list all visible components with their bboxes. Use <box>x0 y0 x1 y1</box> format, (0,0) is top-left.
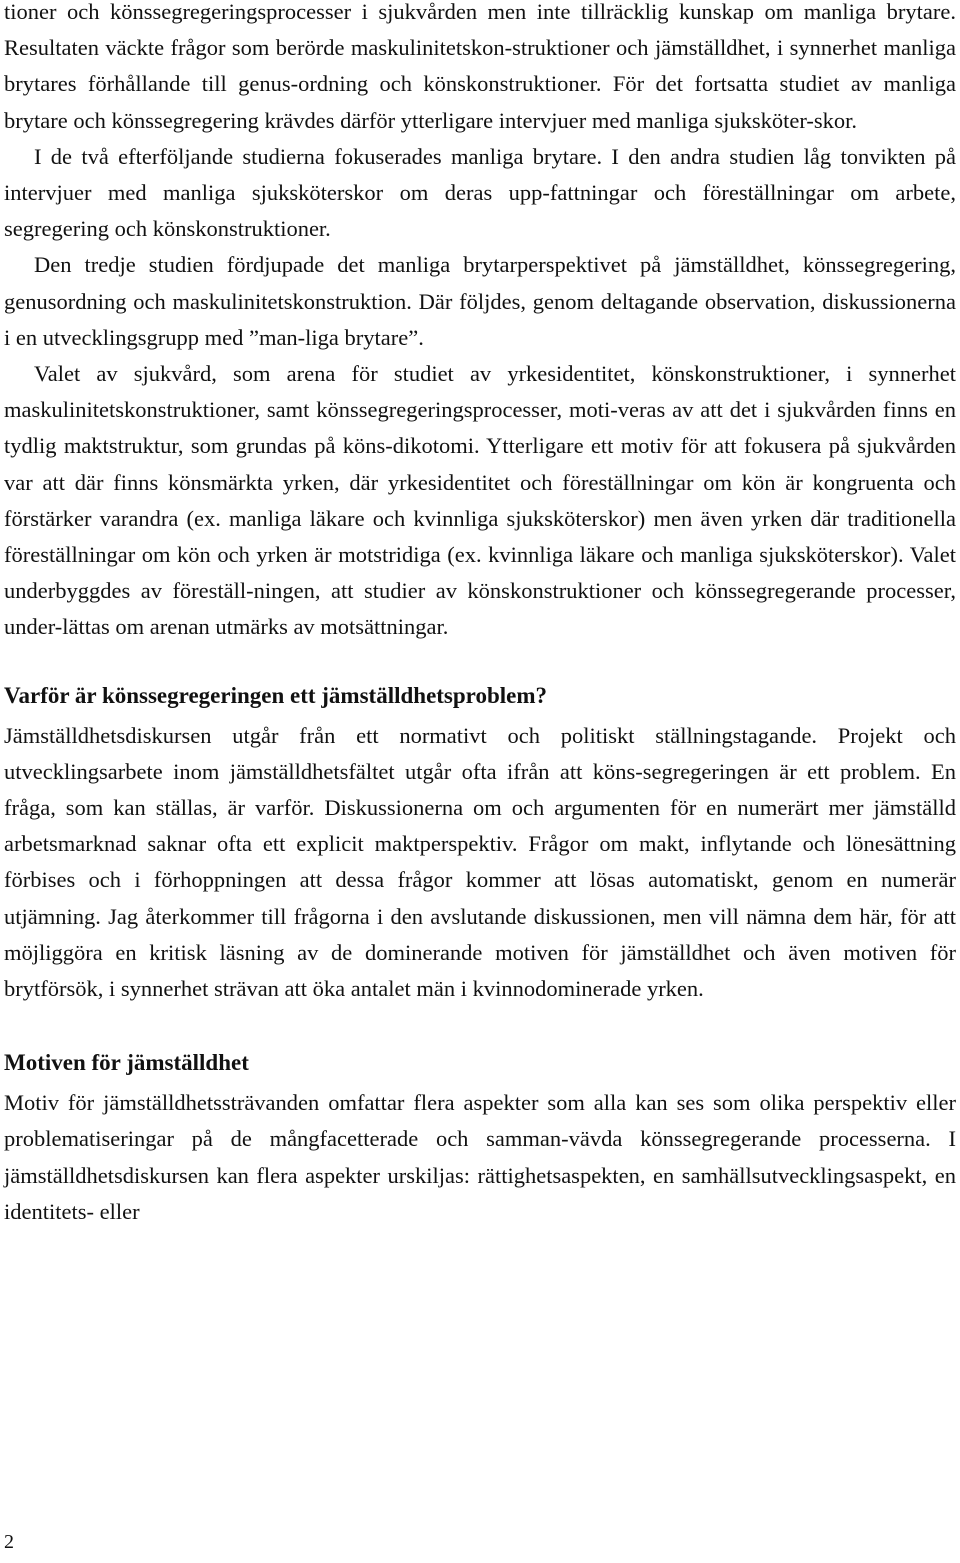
body-paragraph: Motiv för jämställdhetssträvanden omfattar flera aspekter som alla kan ses som olika perspektiv eller problematiseringar på de mångfacetterade och samman-vävda könssegregerande processerna. I jämställdhetsdiskursen kan flera aspekter urskiljas: rättighetsaspekten, en samhällsutvecklingsaspekt, en identitets- eller <box>4 1090 956 1224</box>
section-heading: Varför är könssegregeringen ett jämställdhetsproblem? <box>4 682 548 708</box>
section-heading: Motiven för jämställdhet <box>4 1050 249 1076</box>
page-number: 2 <box>4 1531 14 1553</box>
body-paragraph: Den tredje studien fördjupade det manliga brytarperspektivet på jämställdhet, könssegregering, genusordning och maskulinitetskonstruktion. Där följdes, genom deltagande observation, diskussionerna i en utvecklingsgrupp med ”man-liga brytare”. <box>4 252 956 350</box>
body-paragraph: Valet av sjukvård, som arena för studiet av yrkesidentitet, könskonstruktioner, i synnerhet maskulinitetskonstruktioner, samt könssegregeringsprocesser, moti-veras av att det i sjukvården finns en tydlig maktstruktur, som grundas på köns-dikotomi. Ytterligare ett motiv för att fokusera på sjukvården var att där finns könsmärkta yrken, där yrkesidentitet och föreställningar om kön är kongruenta och förstärker varandra (ex. manliga läkare och kvinnliga sjuksköterskor) men även yrken där traditionella föreställningar om kön och yrken är motstridiga (ex. kvinnliga läkare och manliga sjuksköterskor). Valet underbyggdes av föreställ-ningen, att studier av könskonstruktioner och könssegregerande processer, under-lättas om arenan utmärks av motsättningar. <box>4 361 956 640</box>
document-body <box>4 0 956 1230</box>
body-paragraph: Jämställdhetsdiskursen utgår från ett normativt och politiskt ställningstagande. Projekt och utvecklingsarbete inom jämställdhetsfältet utgår ofta ifrån att köns-segregeringen är ett problem. En fråga, som kan ställas, är varför. Diskussionerna om och argumenten för en numerärt mer jämställd arbetsmarknad saknar ofta ett explicit maktperspektiv. Frågor om makt, inflytande och lönesättning förbises och i förhoppningen att dessa frågor kommer att lösas automatiskt, genom en numerär utjämning. Jag återkommer till frågorna i den avslutande diskussionen, men vill nämna dem här, för att möjliggöra en kritisk läsning av de dominerande motiven för jämställdhet och även motiven för brytförsök, i synnerhet strävan att öka antalet män i kvinnodominerade yrken. <box>4 722 956 1002</box>
body-paragraph: I de två efterföljande studierna fokuserades manliga brytare. I den andra studien låg tonvikten på intervjuer med manliga sjuksköterskor om deras upp-fattningar och föreställningar om arbete, segregering och könskonstruktioner. <box>4 143 956 242</box>
body-paragraph: tioner och könssegregeringsprocesser i sjukvården men inte tillräcklig kunskap om manliga brytare. Resultaten väckte frågor som berörde maskulinitetskon-struktioner och jämställdhet, i synnerhet manliga brytares förhållande till genus-ordning och könskonstruktioner. För det fortsatta studiet av manliga brytare och könssegregering krävdes därför ytterligare intervjuer med manliga sjuksköter-skor. <box>4 0 956 133</box>
